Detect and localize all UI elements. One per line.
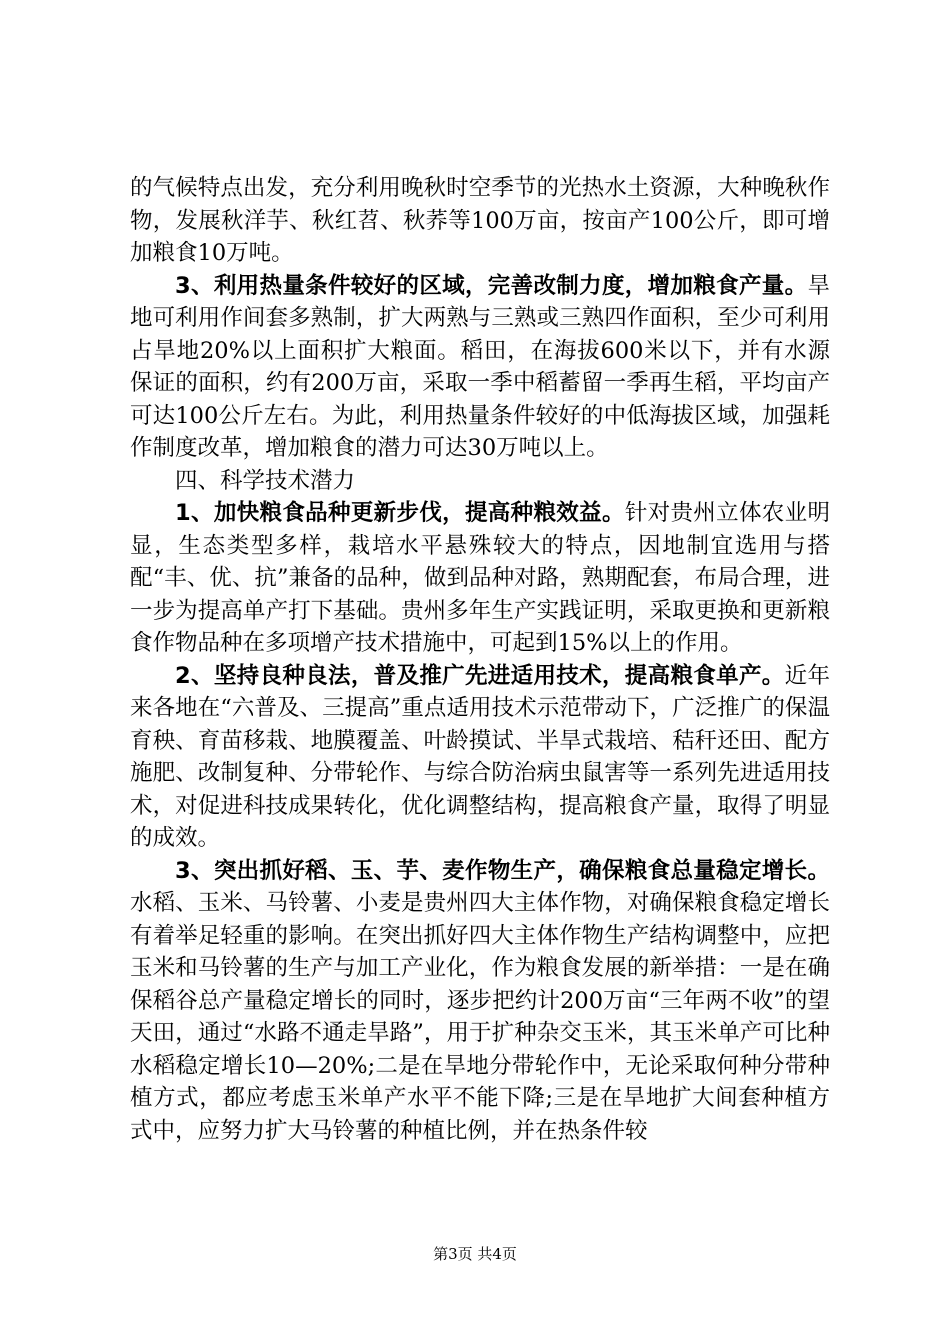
paragraph-heat-utilization	[130, 270, 830, 465]
section-heading-text: 四、科学技术潜力	[175, 467, 356, 494]
paragraph-lead: 1、加快粮食品种更新步伐，提高种粮效益。	[175, 500, 625, 526]
paragraph-varieties	[130, 497, 830, 660]
paragraph-techniques	[130, 660, 830, 855]
paragraph-text: 旱地可利用作间套多熟制，扩大两熟与三熟或三熟四作面积，至少可利用占旱地20%以上面积扩大粮面。稻田，在海拔600米以下，并有水源保证的面积，约有200万亩，采取一季中稻蓄留一季再生稻，平均亩产可达100公斤左右。为此，利用热量条件较好的中低海拔区域，加强耗作制度改革，增加粮食的潜力可达30万吨以上。	[130, 272, 830, 461]
paragraph-text: 针对贵州立体农业明显，生态类型多样，栽培水平悬殊较大的特点，因地制宜选用与搭配“丰、优、抗”兼备的品种，做到品种对路，熟期配套，布局合理，进一步为提高单产打下基础。贵州多年生产实践证明，采取更换和更新粮食作物品种在多项增产技术措施中，可起到15%以上的作用。	[130, 500, 830, 656]
paragraph-text: 的气候特点出发，充分利用晚秋时空季节的光热水土资源，大种晚秋作物，发展秋洋芋、秋红苕、秋荞等100万亩，按亩产100公斤，即可增加粮食10万吨。	[130, 175, 830, 266]
page-footer	[0, 1244, 950, 1264]
paragraph-text: 水稻、玉米、马铃薯、小麦是贵州四大主体作物，对确保粮食稳定增长有着举足轻重的影响。在突出抓好四大主体作物生产结构调整中，应把玉米和马铃薯的生产与加工产业化，作为粮食发展的新举措：一是在确保稻谷总产量稳定增长的同时，逐步把约计200万亩“三年两不收”的望天田，通过“水路不通走旱路”，用于扩种杂交玉米，其玉米单产可比种水稻稳定增长10—20%;二是在旱地分带轮作中，无论采取何种分带种植方式，都应考虑玉米单产水平不能下降;三是在旱地扩大间套种植方式中，应努力扩大马铃薯的种植比例，并在热条件较	[130, 890, 830, 1144]
paragraph-lead: 3、突出抓好稻、玉、芋、麦作物生产，确保粮食总量稳定增长。	[175, 857, 830, 884]
paragraph-lead: 3、利用热量条件较好的区域，完善改制力度，增加粮食产量。	[175, 272, 808, 299]
paragraph-lead: 2、坚持良种良法，普及推广先进适用技术，提高粮食单产。	[175, 662, 785, 689]
page-number: 第3页 共4页	[433, 1245, 517, 1263]
paragraph-text: 近年来各地在“六普及、三提高”重点适用技术示范带动下，广泛推广的保温育秧、育苗移栽、地膜覆盖、叶龄摸试、半旱式栽培、秸秆还田、配方施肥、改制复种、分带轮作、与综合防治病虫鼠害等一系列先进适用技术，对促进科技成果转化，优化调整结构，提高粮食产量，取得了明显的成效。	[130, 662, 830, 851]
document-body	[130, 172, 830, 1147]
section-heading	[130, 465, 830, 498]
paragraph-continuation	[130, 172, 830, 270]
paragraph-crops	[130, 855, 830, 1148]
